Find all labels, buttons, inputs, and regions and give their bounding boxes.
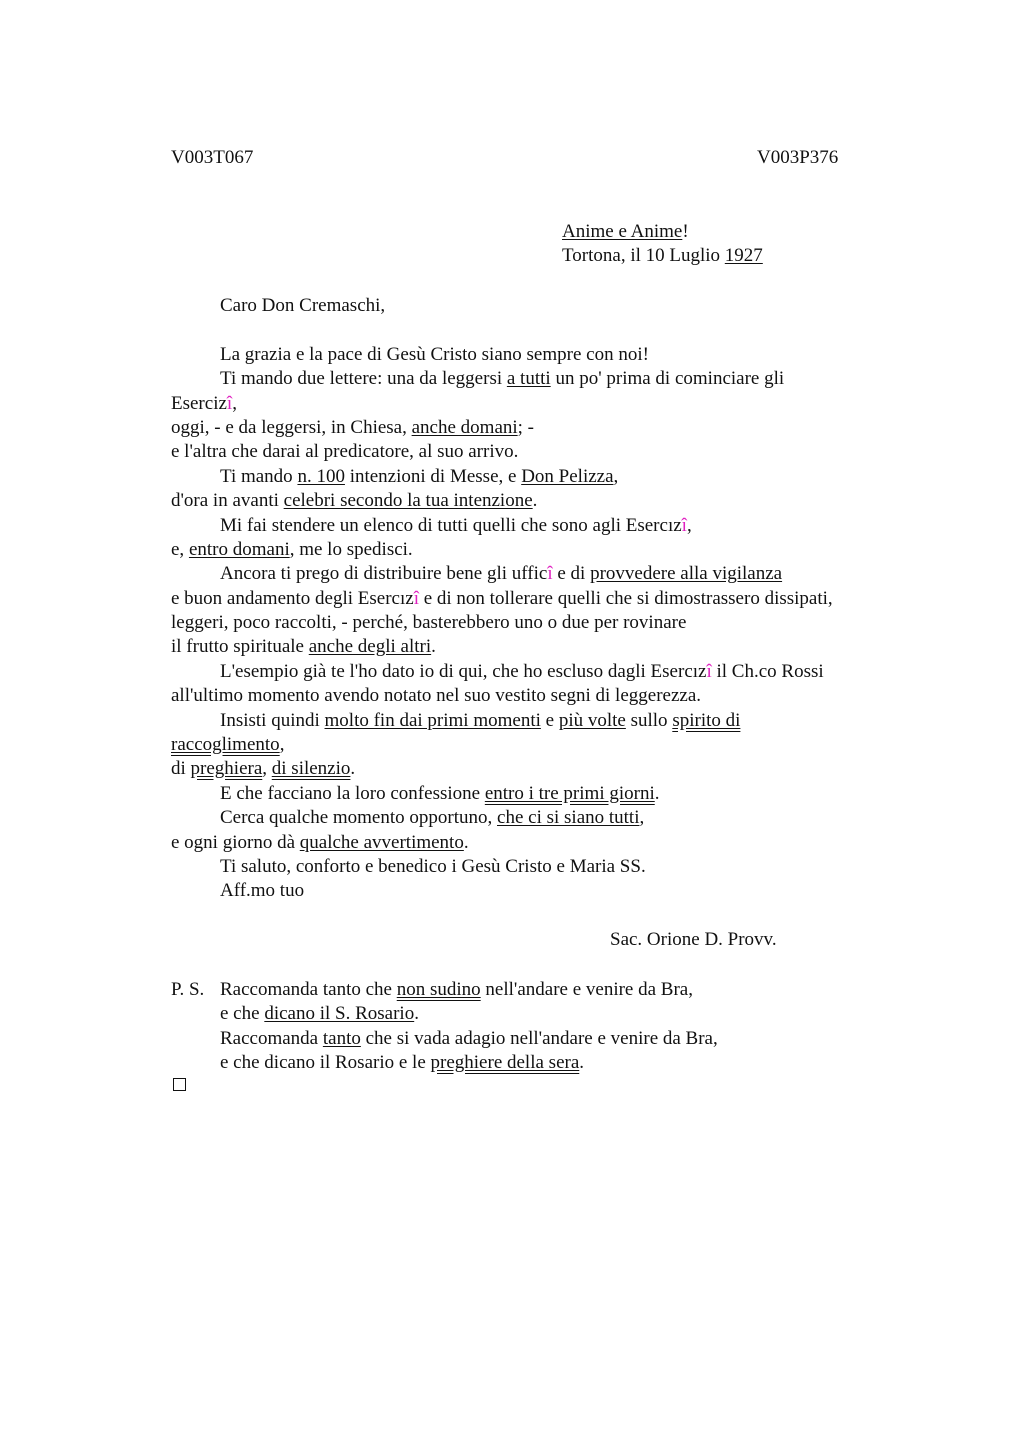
body-line: e l'altra che darai al predicatore, al suo arrivo. <box>171 441 519 463</box>
document-code-left: V003T067 <box>171 147 254 168</box>
body-line: Esercizî, <box>171 392 237 414</box>
ps-label: P. S. <box>171 979 205 1000</box>
body-line: Ti mando n. 100 intenzioni di Messe, e Don Pelizza, <box>220 465 619 487</box>
postscript <box>171 978 931 1076</box>
body-line: Ti saluto, conforto e benedico i Gesù Cristo e Maria SS. <box>220 855 646 877</box>
motto-line: Anime e Anime! <box>562 221 689 242</box>
body-line: di preghiera, di silenzio. <box>171 758 356 780</box>
body-line: e, entro domani, me lo spedisci. <box>171 538 413 560</box>
ps-line: e che dicano il Rosario e le preghiere della sera. <box>220 1052 585 1074</box>
body-line: leggeri, poco raccolti, - perché, basterebbero uno o due per rovinare <box>171 612 687 634</box>
body-line: all'ultimo momento avendo notato nel suo vestito segni di leggerezza. <box>171 685 702 707</box>
ps-line: P. S. Raccomanda tanto che non sudino nell'andare e venire da Bra, <box>171 978 931 1002</box>
body-line: E che facciano la loro confessione entro i tre primi giorni. <box>220 782 660 804</box>
body-line: d'ora in avanti celebri secondo la tua intenzione. <box>171 490 538 512</box>
document-code-right: V003P376 <box>757 147 839 168</box>
motto: Anime e Anime <box>562 221 683 242</box>
salutation: Caro Don Cremaschi, <box>220 295 386 316</box>
ps-line: Raccomanda tanto che si vada adagio nell'andare e venire da Bra, <box>220 1027 718 1049</box>
closing: Aff.mo tuo <box>220 880 305 902</box>
place-date-line <box>562 244 763 268</box>
body-line: e ogni giorno dà qualche avvertimento. <box>171 831 469 853</box>
body-line: oggi, - e da leggersi, in Chiesa, anche domani; - <box>171 416 535 438</box>
place-date: Tortona, il 10 Luglio <box>562 245 725 267</box>
body-line: Insisti quindi molto fin dai primi momenti e più volte sullo spirito di <box>220 709 741 731</box>
letter-body <box>171 294 911 904</box>
checkbox-square-icon <box>173 1078 186 1091</box>
body-line: Cerca qualche momento opportuno, che ci si siano tutti, <box>220 807 645 829</box>
ps-line: e che dicano il S. Rosario. <box>220 1003 419 1025</box>
body-line: Mi fai stendere un elenco di tutti quelli che sono agli Esercızî, <box>220 514 692 536</box>
body-line: il frutto spirituale anche degli altri. <box>171 636 436 658</box>
signature: Sac. Orione D. Provv. <box>610 929 777 950</box>
year: 1927 <box>724 245 763 267</box>
body-line: raccoglimento, <box>171 734 285 756</box>
body-line: Ti mando due lettere: una da leggersi a tutti un po' prima di cominciare gli <box>220 368 785 390</box>
body-line: L'esempio già te l'ho dato io di qui, che ho escluso dagli Esercızî il Ch.co Rossi <box>220 660 824 682</box>
body-line: Ancora ti prego di distribuire bene gli ufficî e di provvedere alla vigilanza <box>220 563 783 585</box>
body-line: e buon andamento degli Esercızî e di non tollerare quelli che si dimostrassero dissipati, <box>171 587 833 609</box>
body-line: La grazia e la pace di Gesù Cristo siano sempre con noi! <box>220 343 649 365</box>
letter-heading <box>562 220 763 269</box>
